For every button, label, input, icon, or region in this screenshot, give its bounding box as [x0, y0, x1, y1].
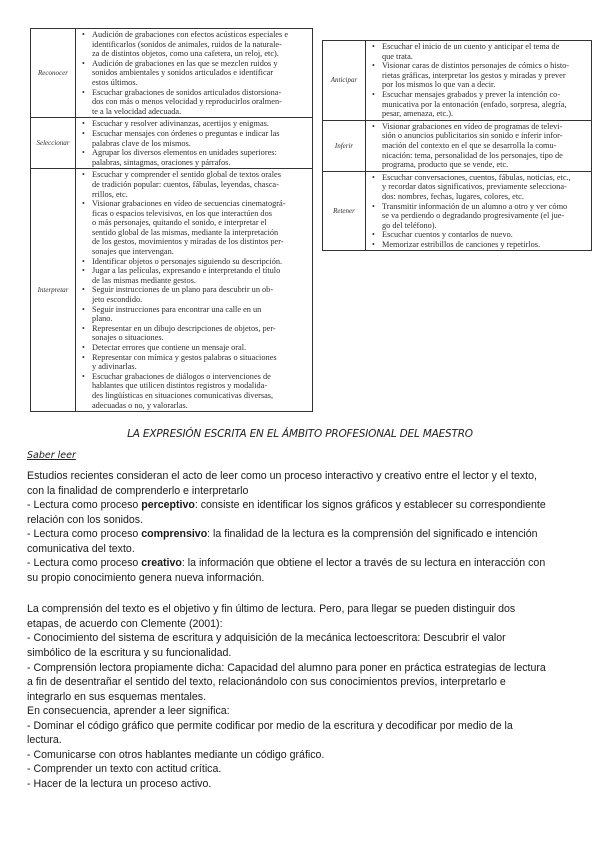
item-text: Seguir instrucciones de un plano para descubrir un ob- jeto escondido. [92, 285, 274, 305]
list-item [82, 148, 308, 167]
bullet-icon: • [372, 42, 375, 51]
list-item [372, 230, 587, 240]
item-text: Identificar objetos o personajes siguiendo su descripción. [92, 256, 283, 266]
bullet-icon: • [372, 61, 375, 71]
paragraph-line: Estudios recientes consideran el acto de leer como un proceso interactivo y creativo entre el lector y el texto, [27, 470, 537, 482]
item-text: Escuchar conversaciones, cuentos, fábulas, noticias, etc., y recordar datos significativos, previamente selecciona- dos: nombres, fechas, lugares, colores, etc. [382, 172, 571, 201]
bullet-icon: • [372, 172, 375, 182]
paragraph-line: con la finalidad de comprenderlo e interpretarlo [27, 484, 249, 497]
bullet-icon: • [372, 201, 375, 211]
activities-cell [366, 41, 592, 121]
item-text: Audición de grabaciones con efectos acústicos especiales e identificarlos (sonidos de animales, ruidos de la naturale- za de distintos objetos, como una cafetera, un reloj, etc). [92, 30, 289, 59]
paragraph-line: a fin de desentrañar el sentido del texto, relacionándolo con sus conocimientos previos, interpretarlo e [27, 676, 506, 689]
paragraph-stages [27, 602, 597, 791]
bullet-icon: • [372, 230, 375, 240]
subsection-heading: Saber leer [27, 450, 76, 461]
bullet-icon: • [82, 304, 85, 314]
body-text [27, 469, 597, 791]
text: : la finalidad de la lectura es la comprensión del significado e intención [207, 528, 538, 541]
table-row [323, 171, 592, 251]
item-text: Representar con mímica y gestos palabras o situaciones y adivinarlas. [92, 352, 277, 372]
paragraph-line: - Comprensión lectora propiamente dicha: Capacidad del alumno para poner en práctica estrategias de lectura [27, 661, 546, 674]
item-text: Visionar caras de distintos personajes de cómics o histo- rietas gráficas, interpretar los gestos y miradas y prever por los mismos lo que van a decir. [382, 61, 570, 90]
list-item [82, 170, 308, 199]
table-row [31, 118, 313, 169]
list-item [82, 343, 308, 353]
activities-cell [76, 29, 313, 118]
text: - Lectura como proceso [27, 557, 142, 570]
activities-cell [76, 169, 313, 412]
comprehensive-reading-item [27, 527, 597, 542]
paragraph-line: comunicativa del texto. [27, 542, 135, 555]
row-label: Interpretar [31, 169, 76, 412]
list-item [82, 372, 308, 410]
list-item [82, 285, 308, 304]
item-text: Escuchar grabaciones de diálogos o intervenciones de hablantes que utilicen distintos registros y modalida- des lingüísticas en situaciones comunicativas diversas, adecuadas o no, y valorarlas. [92, 371, 274, 410]
bullet-icon: • [82, 128, 85, 138]
table-row [323, 120, 592, 171]
list-item [372, 202, 587, 231]
item-text: Escuchar grabaciones de sonidos articulados distorsiona- dos con más o menos velocidad y reproducirlos oralmen- te a la velocidad adecuada. [92, 87, 282, 116]
bullet-icon: • [82, 285, 85, 295]
paragraph-line: La comprensión del texto es el objetivo y fin último de lectura. Pero, para llegar se pueden distinguir dos [27, 603, 516, 616]
list-item [82, 129, 308, 148]
paragraph-line: - Dominar el código gráfico que permite codificar por medio de la escritura y decodificar por medio de la [27, 719, 513, 732]
bullet-icon: • [372, 121, 375, 131]
item-text: Memorizar estribillos de canciones y repetirlos. [382, 239, 541, 249]
paragraph-line: etapas, de acuerdo con Clemente (2001): [27, 617, 223, 630]
listening-activities-table-left [30, 28, 313, 412]
item-text: Transmitir información de un alumno a otro y ver cómo se va perdiendo o degradando progresivamente (el jue- go del teléfono). [382, 201, 568, 230]
item-text: Seguir instrucciones para encontrar una calle en un plano. [92, 304, 262, 324]
bullet-icon: • [82, 352, 85, 362]
row-label: Anticipar [323, 41, 366, 121]
paragraph-line: - Comprender un texto con actitud crítica. [27, 763, 222, 776]
paragraph-line: simbólico de la escritura y su funcionalidad. [27, 647, 232, 660]
bullet-icon: • [82, 30, 85, 39]
list-item [82, 353, 308, 372]
bullet-icon: • [372, 239, 375, 249]
paragraph-line: - Conocimiento del sistema de escritura y adquisición de la mecánica lectoescritora: Descubrir el valor [27, 632, 506, 645]
activities-cell [76, 118, 313, 169]
item-text: Escuchar y resolver adivinanzas, acertijos y enigmas. [92, 119, 269, 129]
bold-term: creativo [141, 557, 182, 570]
item-text: Escuchar el inicio de un cuento y anticipar el tema de que trata. [382, 42, 560, 61]
bullet-icon: • [82, 323, 85, 333]
item-text: Escuchar mensajes con órdenes o preguntas e indicar las palabras clave de los mismos. [92, 128, 280, 148]
text: - Lectura como proceso [27, 499, 142, 512]
list-item [82, 88, 308, 117]
paragraph-line: - Hacer de la lectura un proceso activo. [27, 777, 212, 790]
list-item [82, 266, 308, 285]
paragraph-line: integrarlo en sus esquemas mentales. [27, 690, 207, 703]
item-text: Visionar grabaciones en vídeo de programas de televi- sión o anuncios publicitarios sin sonido e inferir infor- mación del contexto en el que se desarrolla la comu- nicación: tema, personalidad de los personajes, tipo de programa, producto que se vende, etc. [382, 121, 563, 170]
item-text: Detectar errores que contiene un mensaje oral. [92, 343, 247, 352]
bullet-icon: • [82, 371, 85, 381]
bullet-icon: • [82, 343, 85, 352]
bullet-icon: • [82, 170, 85, 180]
bullet-icon: • [82, 87, 85, 97]
list-item [82, 119, 308, 129]
text: - Lectura como proceso [27, 528, 142, 541]
list-item [82, 59, 308, 88]
bullet-icon: • [82, 266, 85, 276]
item-text: Escuchar y comprender el sentido global de textos orales de tradición popular: cuentos, fábulas, leyendas, chasca- rrillos, etc. [92, 170, 281, 199]
paragraph-line: su propio conocimiento genera nueva información. [27, 571, 265, 584]
perceptive-reading-item [27, 498, 597, 513]
listening-activities-table-right [322, 40, 592, 251]
list-item [82, 30, 308, 59]
creative-reading-item [27, 556, 597, 571]
item-text: Audición de grabaciones en las que se mezclen ruidos y sonidos ambientales y sonidos articulados e identificar estos últimos. [92, 58, 278, 87]
list-item [82, 324, 308, 343]
section-title: LA EXPRESIÓN ESCRITA EN EL ÁMBITO PROFESIONAL DEL MAESTRO [127, 428, 473, 440]
bullet-icon: • [82, 199, 85, 209]
paragraph-line: - Comunicarse con otros hablantes mediante un código gráfico. [27, 748, 325, 761]
text: : consiste en identificar los signos gráficos y establecer su correspondiente [194, 499, 546, 512]
bullet-icon: • [82, 119, 85, 129]
list-item [372, 61, 587, 90]
text: : la información que obtiene el lector a través de su lectura en interacción con [181, 557, 546, 570]
item-text: Escuchar cuentos y contarlos de nuevo. [382, 230, 513, 240]
list-item [372, 90, 587, 119]
table-row [323, 41, 592, 121]
row-label: Retener [323, 171, 366, 251]
list-item [372, 42, 587, 61]
list-item [82, 305, 308, 324]
bullet-icon: • [82, 58, 85, 68]
item-text: Representar en un dibujo descripciones de objetos, per- sonajes o situaciones. [92, 323, 276, 343]
item-text: Escuchar mensajes grabados y prever la intención co- municativa por la entonación (enfado, sorpresa, alegría, pesar, amenaza, etc.). [382, 89, 567, 119]
list-item [372, 173, 587, 202]
item-text: Visionar grabaciones en vídeo de secuencias cinematográ- ficas o espacios televisivos, en los que interactúen dos o más personajes, quitando el sonido, e interpretar el sentido global de las mismas, mediante la interpretación de los gestos, movimientos y miradas de los distintos per- sonajes que intervengan. [92, 199, 286, 257]
list-item [372, 240, 587, 250]
bullet-icon: • [82, 256, 85, 266]
row-label: Reconocer [31, 29, 76, 118]
list-item [82, 199, 308, 257]
item-text: Agrupar los diversos elementos en unidades superiores: palabras, sintagmas, oraciones y párrafos. [92, 148, 277, 167]
paragraph-line: relación con los sonidos. [27, 513, 144, 526]
activities-cell [366, 171, 592, 251]
item-text: Jugar a las películas, expresando e interpretando el título de las mismas mediante gestos. [92, 266, 281, 285]
bullet-icon: • [82, 148, 85, 158]
paragraph-line: lectura. [27, 734, 62, 747]
bullet-icon: • [372, 89, 375, 99]
row-label: Seleccionar [31, 118, 76, 169]
list-item [82, 257, 308, 267]
row-label: Inferir [323, 120, 366, 171]
table-row [31, 29, 313, 118]
bold-term: comprensivo [141, 528, 208, 541]
list-item [372, 122, 587, 170]
activities-cell [366, 120, 592, 171]
paragraph-line: En consecuencia, aprender a leer significa: [27, 705, 230, 718]
bold-term: perceptivo [141, 499, 195, 512]
table-row [31, 169, 313, 412]
